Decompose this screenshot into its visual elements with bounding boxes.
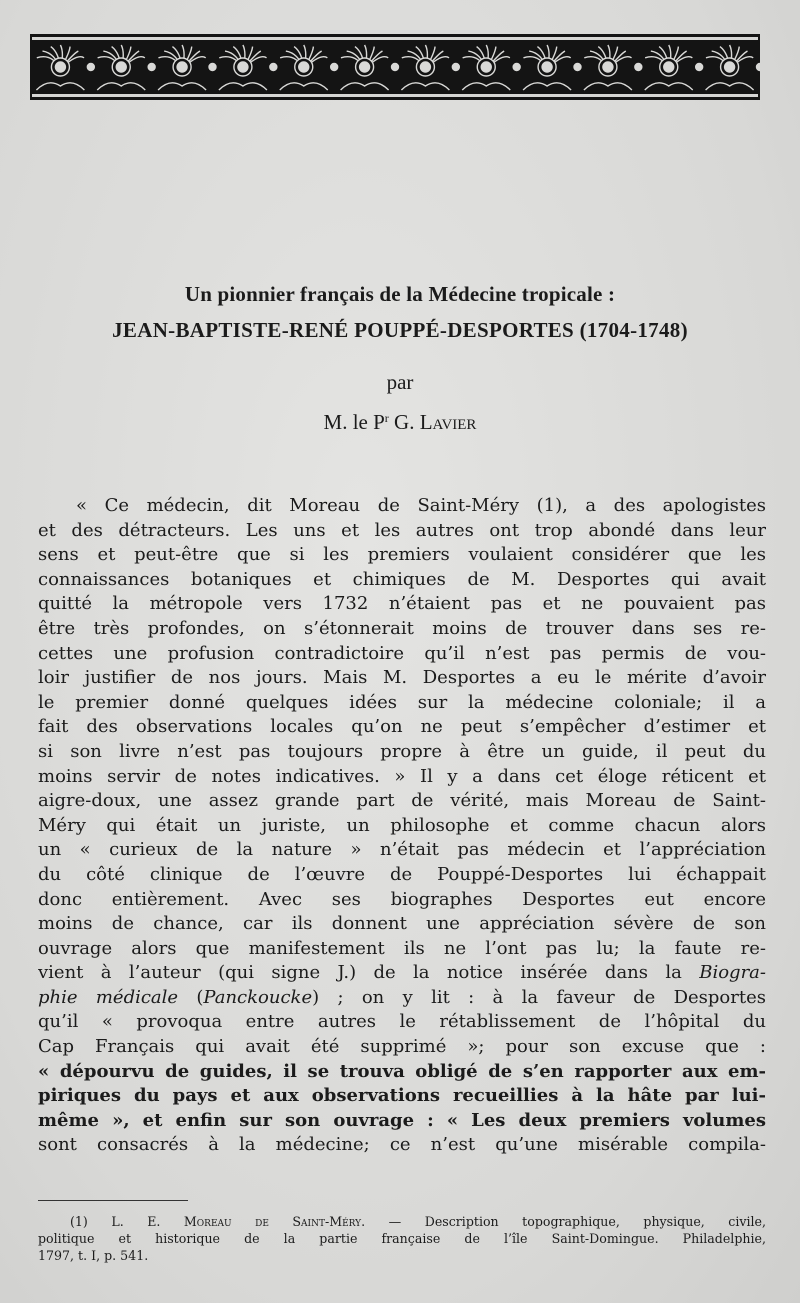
text-line: sont consacrés à la médecine; ce n’est qu’une misérable compila- <box>38 1134 766 1156</box>
text-line: aigre-doux, une assez grande part de vérité, mais Moreau de Saint- <box>38 790 766 812</box>
author-initial: G. <box>394 410 420 434</box>
text-line: être très profondes, on s’étonnerait moins de trouver dans ses re- <box>38 617 766 639</box>
footnote <box>38 1213 766 1264</box>
text-line: si son livre n’est pas toujours propre à être un guide, il peut du <box>38 740 766 762</box>
text-line: et des détracteurs. Les uns et les autres ont trop abondé dans leur <box>38 519 766 541</box>
author-surname: Lavier <box>419 410 477 434</box>
text-line: sens et peut-être que si les premiers voulaient considérer que les <box>38 544 766 566</box>
text-line: un « curieux de la nature » n’était pas médecin et l’appréciation <box>38 839 766 861</box>
text-line-with-italic <box>38 986 766 1011</box>
text-line: « dépourvu de guides, il se trouva obligé de s’en rapporter aux em- <box>38 1060 766 1082</box>
text-line: le premier donné quelques idées sur la médecine coloniale; il a <box>38 691 766 713</box>
text-line: loir justifier de nos jours. Mais M. Desportes a eu le mérite d’avoir <box>38 667 766 689</box>
text-line: fait des observations locales qu’on ne peut s’empêcher d’estimer et <box>38 716 766 738</box>
text-segment: vient à l’auteur (qui signe J.) de la notice insérée dans la <box>38 962 700 984</box>
text-line: quitté la métropole vers 1732 n’étaient pas et ne pouvaient pas <box>38 593 766 615</box>
article-title-line1: Un pionnier français de la Médecine tropicale : <box>184 282 616 306</box>
body-text <box>38 494 766 1158</box>
text-line: « Ce médecin, dit Moreau de Saint-Méry (1), a des apologistes <box>76 495 766 516</box>
text-line: moins servir de notes indicatives. » Il y a dans cet éloge réticent et <box>38 765 766 787</box>
footnote-text: — Description topographique, physique, civile, <box>365 1214 766 1229</box>
text-line: Méry qui était un juriste, un philosophe et comme chacun alors <box>38 814 766 836</box>
author-prefix: M. le P <box>323 410 385 434</box>
text-line: moins de chance, car ils donnent une appréciation sévère de son <box>38 913 766 935</box>
text-line: même », et enfin sur son ouvrage : « Les deux premiers volumes <box>38 1109 766 1131</box>
text-line: piriques du pays et aux observations recueillies à la hâte par lui- <box>38 1085 766 1107</box>
text-segment: ( <box>178 986 204 1008</box>
text-line: qu’il « provoqua entre autres le rétablissement de l’hôpital du <box>38 1011 766 1033</box>
text-segment: ) ; on y lit : à la faveur de Desportes <box>312 986 766 1008</box>
ornament-band-icon <box>30 34 760 100</box>
footnote-number: (1) L. E. <box>70 1214 184 1229</box>
text-line: cettes une profusion contradictoire qu’il n’est pas permis de vou- <box>38 642 766 664</box>
italic-segment: phie médicale <box>38 986 179 1008</box>
author-name <box>0 410 800 435</box>
text-line: connaissances botaniques et chimiques de M. Desportes qui avait <box>38 568 766 590</box>
footnote-line <box>38 1213 766 1230</box>
text-line: ouvrage alors que manifestement ils ne l’ont pas lu; la faute re- <box>38 937 766 959</box>
italic-segment: Panckoucke <box>203 986 313 1008</box>
author-title-sup: r <box>384 411 389 425</box>
italic-segment: Biogra- <box>699 962 766 984</box>
article-title-line2: JEAN-BAPTISTE-RENÉ POUPPÉ-DESPORTES (1704-1748) <box>112 318 688 342</box>
text-line-with-italic <box>38 961 766 986</box>
footnote-author: Moreau de Saint-Méry. <box>183 1214 366 1229</box>
footnote-line: politique et historique de la partie française de l’île Saint-Domingue. Philadelphie, <box>38 1231 766 1246</box>
text-line: du côté clinique de l’œuvre de Pouppé-Desportes lui échappait <box>38 863 766 885</box>
footnote-line: 1797, t. I, p. 541. <box>38 1248 149 1263</box>
text-line: donc entièrement. Avec ses biographes Desportes eut encore <box>38 888 766 910</box>
byline-par: par <box>386 370 414 394</box>
text-line: Cap Français qui avait été supprimé »; pour son excuse que : <box>38 1036 766 1058</box>
footnote-rule <box>38 1200 188 1201</box>
